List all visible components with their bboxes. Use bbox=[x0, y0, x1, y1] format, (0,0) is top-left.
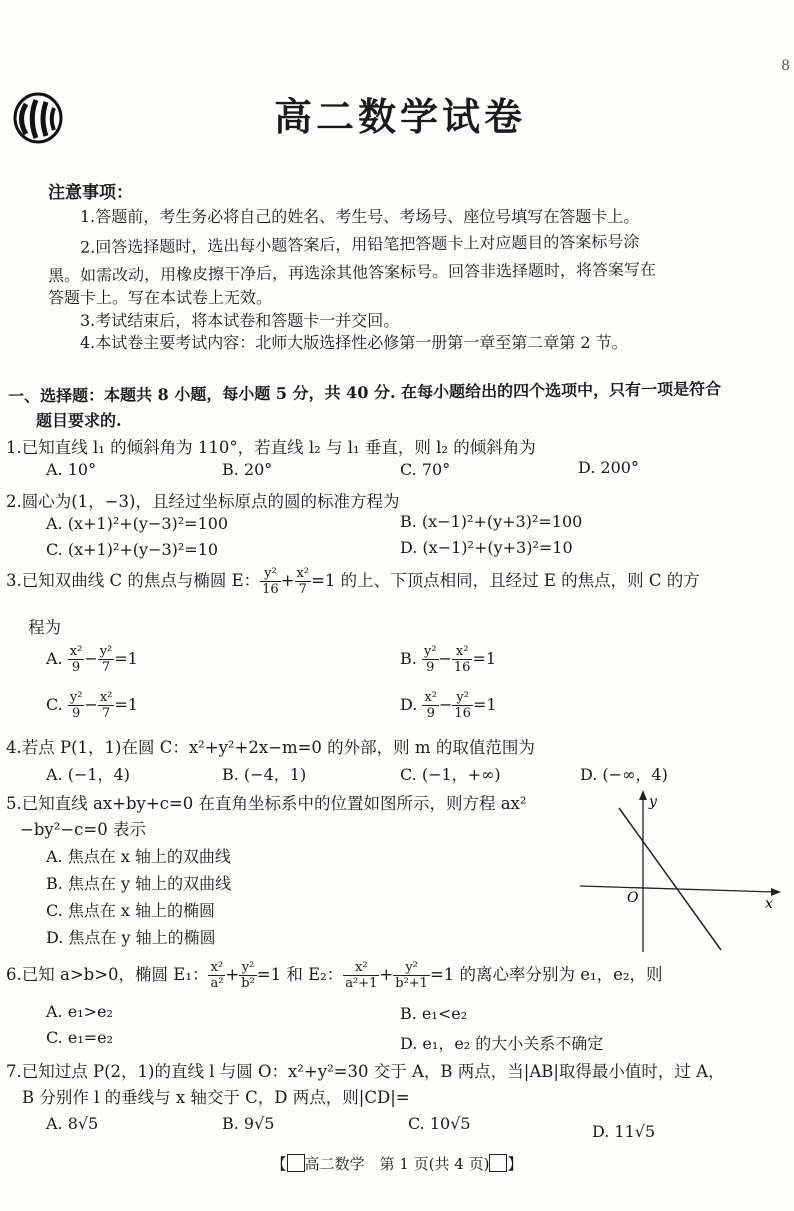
q5-y-arrow-icon bbox=[639, 790, 647, 800]
footer-box-left-icon bbox=[287, 1154, 305, 1172]
q2-option-d: D. (x−1)²+(y+3)²=10 bbox=[400, 538, 573, 557]
footer-text: 高二数学 第 1 页(共 4 页) bbox=[304, 1155, 490, 1173]
q5-line bbox=[619, 808, 721, 950]
q6-fraction-x2-a2: $\frac{\text{x²}}{\text{a²}}$ bbox=[210, 960, 224, 991]
footer-right-bracket: 】 bbox=[507, 1155, 523, 1173]
question-1-stem: 1.已知直线 l₁ 的倾斜角为 110°，若直线 l₂ 与 l₁ 垂直，则 l₂ 的倾斜角为 bbox=[6, 438, 536, 457]
question-7-stem: 7.已知过点 P(2，1)的直线 l 与圆 O：x²+y²=30 交于 A，B 两点，当|AB|取得最小值时，过 A， bbox=[6, 1062, 725, 1081]
q5-option-a: A. 焦点在 x 轴上的双曲线 bbox=[46, 847, 231, 866]
q6-fraction-y2-b2p1: $\frac{\text{y²}}{\text{b²+1}}$ bbox=[395, 960, 428, 991]
notice-item-1: 1.答题前，考生务必将自己的姓名、考生号、考场号、座位号填写在答题卡上。 bbox=[80, 207, 640, 226]
notice-item-2-end: 答题卡上。写在本试卷上无效。 bbox=[48, 288, 273, 307]
page-title: 高二数学试卷 bbox=[273, 94, 526, 139]
q7-option-d: D. 11√5 bbox=[592, 1122, 656, 1141]
question-7-stem-cont: B 分别作 l 的垂线与 x 轴交于 C，D 两点，则|CD|= bbox=[22, 1088, 410, 1107]
notice-item-2-cont: 黑。如需改动，用橡皮擦干净后，再选涂其他答案标号。回答非选择题时，将答案写在 bbox=[47, 259, 657, 286]
q6-plus-1: + bbox=[225, 965, 240, 984]
q5-y-label: y bbox=[649, 794, 657, 810]
q6-stem-part-a: 6.已知 a>b>0，椭圆 E₁： bbox=[6, 965, 209, 984]
q4-option-b: B. (−4，1) bbox=[222, 765, 307, 784]
notice-heading: 注意事项： bbox=[48, 183, 133, 203]
notice-item-2: 2.回答选择题时，选出每小题答案后，用铅笔把答题卡上对应题目的答案标号涂 bbox=[79, 231, 640, 257]
q5-origin-label: O bbox=[627, 890, 639, 906]
section-heading: 一、选择题：本题共 8 小题，每小题 5 分，共 40 分. 在每小题给出的四个选项中，只有一项是符合 bbox=[7, 379, 722, 406]
q6-plus-2: + bbox=[379, 965, 394, 984]
question-2-stem: 2.圆心为(1，−3)，且经过坐标原点的圆的标准方程为 bbox=[6, 492, 400, 511]
q6-option-a: A. e₁>e₂ bbox=[46, 1002, 113, 1021]
q3-stem-part-b: =1 的上、下顶点相同，且经过 E 的焦点，则 C 的方 bbox=[311, 571, 700, 590]
question-3-stem bbox=[6, 566, 700, 597]
footer-box-right-icon bbox=[489, 1154, 507, 1172]
q3-fraction-x2-7: $\frac{\text{x²}}{7}$ bbox=[296, 566, 310, 597]
notice-item-4: 4.本试卷主要考试内容：北师大版选择性必修第一册第一章至第二章第 2 节。 bbox=[80, 333, 628, 352]
section-heading-cont: 题目要求的. bbox=[36, 411, 122, 430]
q3-option-d: D. $\frac{\text{x²}}{9}$ − $\frac{\text{y²}}{16}$ =1 bbox=[400, 690, 497, 721]
q4-option-c: C. (−1，+∞) bbox=[400, 765, 501, 784]
q3-stem-part-a: 3.已知双曲线 C 的焦点与椭圆 E： bbox=[6, 571, 261, 590]
q7-option-b: B. 9√5 bbox=[222, 1114, 275, 1133]
q1-option-c: C. 70° bbox=[400, 460, 451, 479]
q6-fraction-y2-b2: $\frac{\text{y²}}{\text{b²}}$ bbox=[241, 960, 255, 991]
q3-fraction-y2-16: $\frac{\text{y²}}{16}$ bbox=[262, 566, 279, 597]
q7-option-c: C. 10√5 bbox=[408, 1114, 471, 1133]
question-5-stem-cont: −by²−c=0 表示 bbox=[20, 820, 146, 839]
q5-x-label: x bbox=[765, 896, 773, 912]
q5-option-d: D. 焦点在 y 轴上的椭圆 bbox=[46, 928, 216, 947]
page-corner-mark: 8 bbox=[781, 58, 790, 74]
q5-x-arrow-icon bbox=[771, 888, 781, 896]
footer-left-bracket: 【 bbox=[271, 1155, 287, 1173]
q4-option-d: D. (−∞，4) bbox=[580, 765, 668, 784]
question-4-stem: 4.若点 P(1，1)在圆 C：x²+y²+2x−m=0 的外部，则 m 的取值范围为 bbox=[6, 738, 535, 757]
q6-stem-part-c: =1 的离心率分别为 e₁，e₂，则 bbox=[429, 965, 663, 984]
q1-option-b: B. 20° bbox=[222, 460, 273, 479]
q3-option-a: A. $\frac{\text{x²}}{9}$ − $\frac{\text{y²}}{7}$ =1 bbox=[46, 644, 138, 675]
q5-option-c: C. 焦点在 x 轴上的椭圆 bbox=[46, 901, 216, 920]
q5-option-b: B. 焦点在 y 轴上的双曲线 bbox=[46, 874, 232, 893]
q2-option-c: C. (x+1)²+(y−3)²=10 bbox=[46, 540, 219, 559]
q1-option-d: D. 200° bbox=[578, 458, 639, 477]
q6-option-c: C. e₁=e₂ bbox=[46, 1028, 114, 1047]
q3-option-c: C. $\frac{\text{y²}}{9}$ − $\frac{\text{x²}}{7}$ =1 bbox=[46, 690, 138, 721]
q6-stem-part-b: =1 和 E₂： bbox=[256, 965, 344, 984]
q3-stem-cont: 程为 bbox=[28, 618, 61, 637]
q2-option-b: B. (x−1)²+(y+3)²=100 bbox=[400, 512, 583, 531]
q6-option-d: D. e₁，e₂ 的大小关系不确定 bbox=[400, 1034, 604, 1053]
question-5-stem: 5.已知直线 ax+by+c=0 在直角坐标系中的位置如图所示，则方程 ax² bbox=[6, 794, 527, 813]
q1-option-a: A. 10° bbox=[46, 460, 97, 479]
page-footer bbox=[0, 1153, 794, 1174]
q7-option-a: A. 8√5 bbox=[46, 1114, 99, 1133]
q4-option-a: A. (−1，4) bbox=[46, 765, 130, 784]
q5-line-figure bbox=[575, 788, 785, 954]
question-6-stem bbox=[6, 960, 663, 991]
q3-option-b: B. $\frac{\text{y²}}{9}$ − $\frac{\text{x²}}{16}$ =1 bbox=[400, 644, 497, 675]
q6-fraction-x2-a2p1: $\frac{\text{x²}}{\text{a²+1}}$ bbox=[345, 960, 378, 991]
q3-plus: + bbox=[280, 571, 295, 590]
q6-option-b: B. e₁<e₂ bbox=[400, 1004, 468, 1023]
notice-item-3: 3.考试结束后，将本试卷和答题卡一并交回。 bbox=[80, 311, 400, 330]
q2-option-a: A. (x+1)²+(y−3)²=100 bbox=[46, 514, 229, 533]
